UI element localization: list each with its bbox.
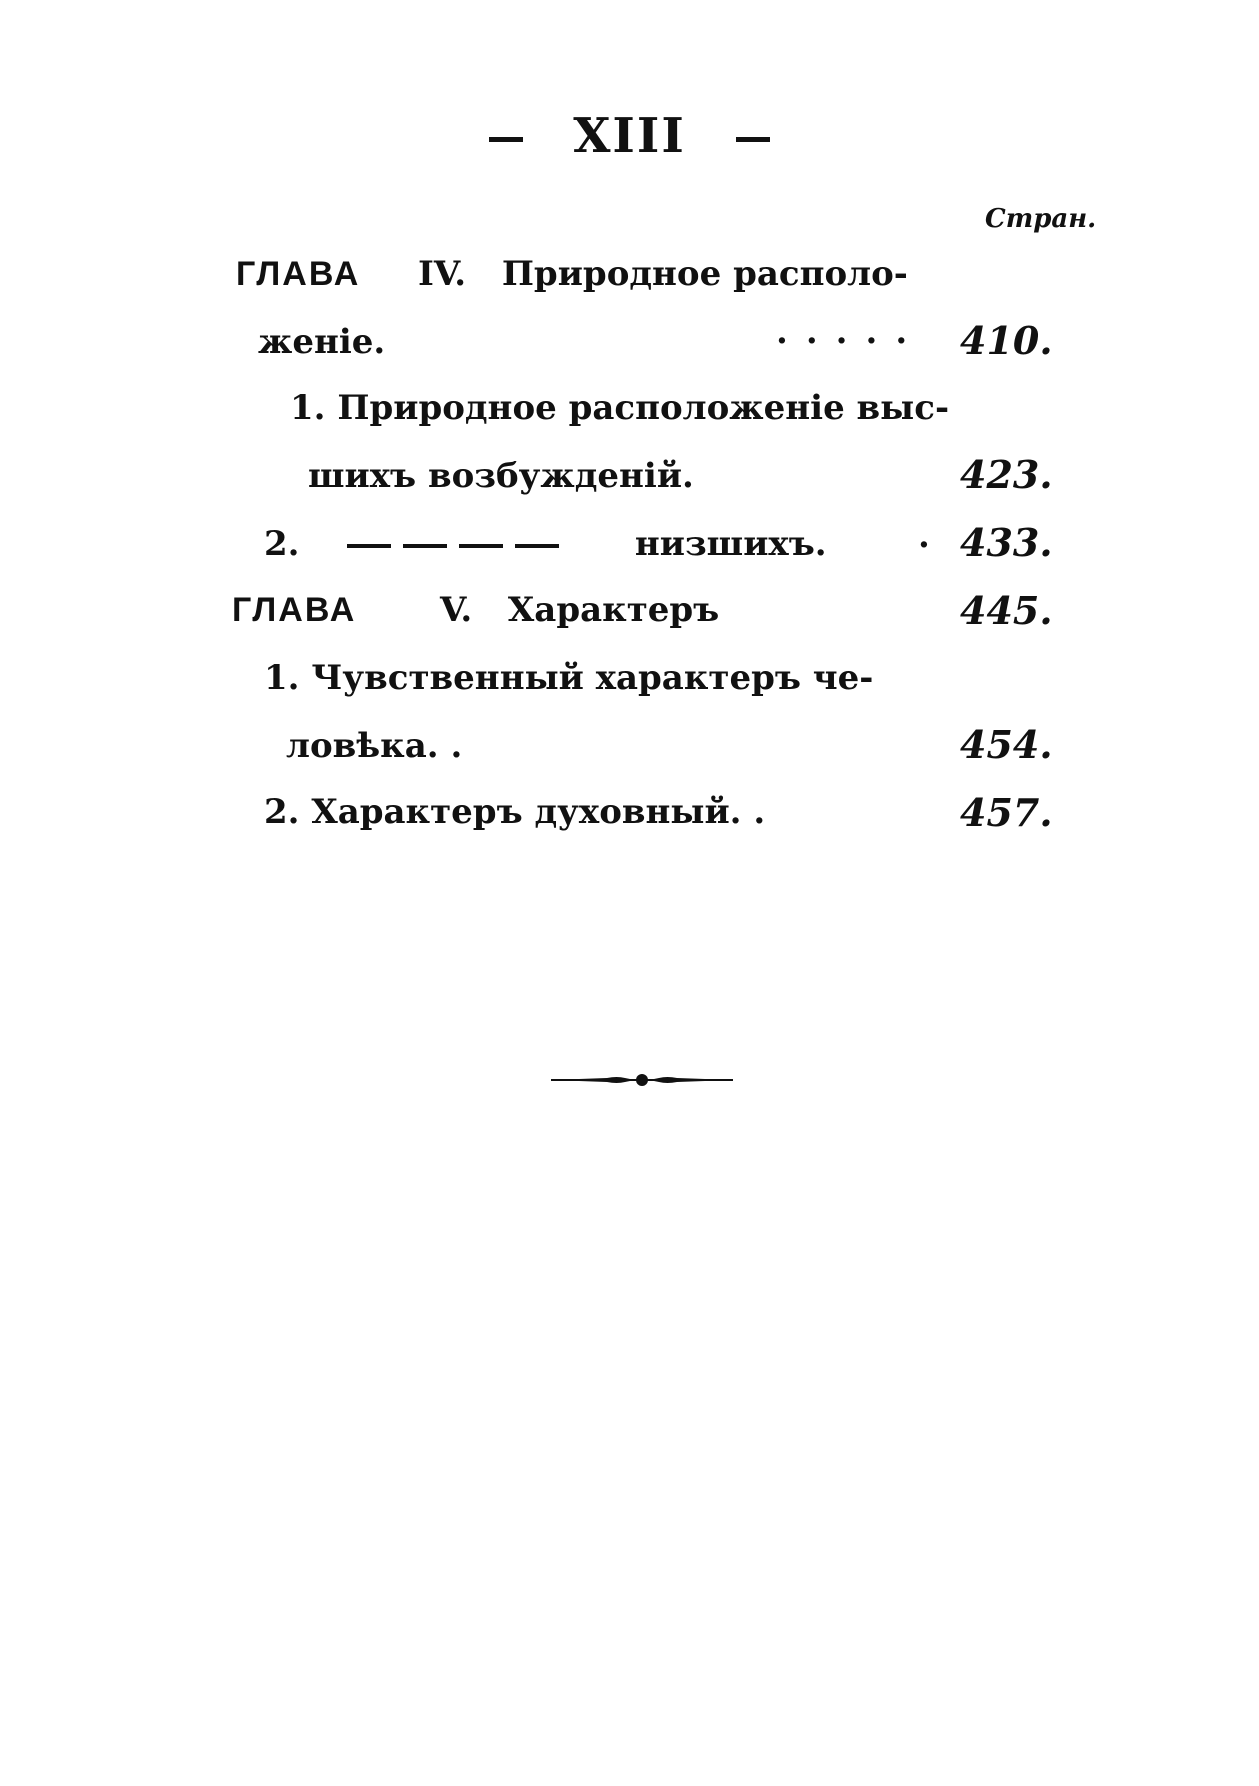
- page-number-text: XIII: [573, 108, 686, 164]
- item-v-1-page: 454.: [960, 722, 1053, 767]
- left-dash: [489, 137, 523, 142]
- chapter-roman: V.: [439, 590, 473, 630]
- chapter-title: Природное располо-: [501, 254, 908, 294]
- item-number: 1.: [264, 658, 300, 698]
- item-v-2: [264, 792, 765, 832]
- chapter-v-page: 445.: [960, 588, 1053, 633]
- ditto-dash: [459, 544, 503, 548]
- chapter-iv-page: 410.: [960, 318, 1053, 363]
- item-iv-2-page: 433.: [960, 520, 1053, 565]
- page-number: [0, 108, 1259, 164]
- item-iv-1-line1: [290, 388, 949, 428]
- item-iv-2-leader: .: [918, 516, 948, 556]
- item-text: низшихъ.: [634, 524, 827, 564]
- chapter-iv-title-continuation: женіе.: [258, 322, 386, 362]
- item-text: Природное расположеніе выс-: [337, 388, 950, 428]
- item-number: 2.: [264, 524, 300, 564]
- chapter-v-heading: [232, 590, 719, 630]
- item-v-1-line1: [264, 658, 873, 698]
- ditto-dash: [403, 544, 447, 548]
- item-text: Чувственный характеръ че-: [311, 658, 874, 698]
- chapter-iv-heading: [236, 254, 908, 294]
- ditto-dash: [515, 544, 559, 548]
- page-column-label: Стран.: [985, 204, 1097, 234]
- right-dash: [736, 137, 770, 142]
- ditto-dash: [347, 544, 391, 548]
- chapter-label: ГЛАВА: [236, 255, 361, 293]
- item-number: 2.: [264, 792, 300, 832]
- item-v-2-page: 457.: [960, 790, 1053, 835]
- item-iv-2: [264, 524, 827, 564]
- item-iv-1-page: 423.: [960, 452, 1053, 497]
- item-text: Характеръ духовный. .: [311, 792, 766, 832]
- chapter-title: Характеръ: [507, 590, 720, 630]
- chapter-iv-leader: .....: [776, 312, 926, 352]
- item-number: 1.: [290, 388, 326, 428]
- item-v-1-line2: ловѣка. .: [286, 726, 463, 766]
- ornament-divider: [551, 1068, 733, 1092]
- chapter-roman: IV.: [417, 254, 467, 294]
- chapter-label: ГЛАВА: [232, 591, 357, 629]
- item-iv-1-line2: шихъ возбужденій.: [308, 456, 694, 496]
